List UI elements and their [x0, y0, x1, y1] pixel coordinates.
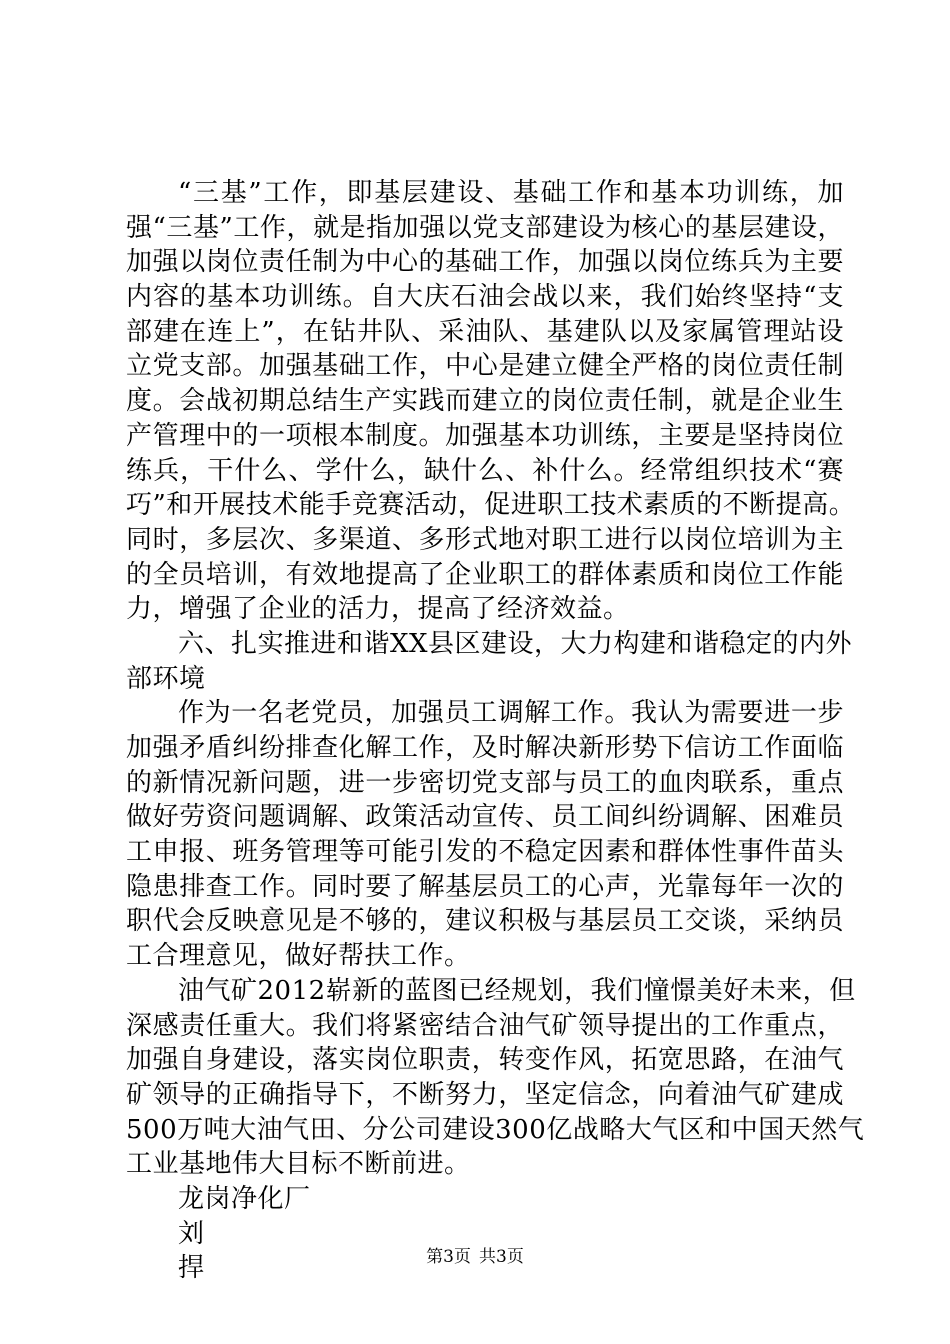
text-line: 做好劳资问题调解、政策活动宣传、员工间纠纷调解、困难员	[126, 802, 844, 833]
signature-organization: 龙岗净化厂	[178, 1183, 311, 1214]
text-line: 500万吨大油气田、分公司建设300亿战略大气区和中国天然气	[126, 1114, 865, 1145]
text-line: 力，增强了企业的活力，提高了经济效益。	[126, 594, 630, 625]
text-line: 练兵，干什么、学什么，缺什么、补什么。经常组织技术“赛	[126, 455, 844, 486]
signature-name-line: 捍	[178, 1253, 205, 1284]
text-line: 部建在连上”，在钻井队、采油队、基建队以及家属管理站设	[126, 316, 844, 347]
document-body	[126, 176, 865, 1286]
text-line: 矿领导的正确指导下，不断努力，坚定信念，向着油气矿建成	[126, 1079, 844, 1110]
text-line: 职代会反映意见是不够的，建议积极与基层员工交谈，采纳员	[126, 906, 844, 937]
text-line: 巧”和开展技术能手竞赛活动，促进职工技术素质的不断提高。	[126, 490, 856, 521]
text-line: 加强以岗位责任制为中心的基础工作，加强以岗位练兵为主要	[126, 247, 844, 278]
text-line: 产管理中的一项根本制度。加强基本功训练，主要是坚持岗位	[126, 420, 844, 451]
page-total: 共3页	[479, 1247, 524, 1267]
text-line: 内容的基本功训练。自大庆石油会战以来，我们始终坚持“支	[126, 282, 844, 313]
text-line: 工业基地伟大目标不断前进。	[126, 1149, 471, 1180]
text-line: 强“三基”工作，就是指加强以党支部建设为核心的基层建设，	[126, 212, 844, 243]
text-line: 度。会战初期总结生产实践而建立的岗位责任制，就是企业生	[126, 386, 844, 417]
page-number: 第3页	[426, 1247, 471, 1267]
text-line: 立党支部。加强基础工作，中心是建立健全严格的岗位责任制	[126, 351, 844, 382]
signature-name-line: 刘	[178, 1218, 205, 1249]
text-line: 工申报、班务管理等可能引发的不稳定因素和群体性事件苗头	[126, 837, 844, 868]
text-line: 深感责任重大。我们将紧密结合油气矿领导提出的工作重点，	[126, 1010, 844, 1041]
text-line: 隐患排查工作。同时要了解基层员工的心声，光靠每年一次的	[126, 871, 844, 902]
text-line: 作为一名老党员，加强员工调解工作。我认为需要进一步	[178, 698, 844, 729]
text-line: 加强自身建设，落实岗位职责，转变作风，拓宽思路，在油气	[126, 1045, 844, 1076]
text-line: 工合理意见，做好帮扶工作。	[126, 941, 471, 972]
text-line: 加强矛盾纠纷排查化解工作，及时解决新形势下信访工作面临	[126, 733, 844, 763]
section-heading-line: 部环境	[126, 663, 206, 694]
text-line: 油气矿2012崭新的蓝图已经规划，我们憧憬美好未来，但	[178, 975, 856, 1006]
text-line: 同时，多层次、多渠道、多形式地对职工进行以岗位培训为主	[126, 524, 844, 555]
text-line: 的新情况新问题，进一步密切党支部与员工的血肉联系，重点	[126, 767, 844, 798]
page-footer	[0, 1246, 950, 1268]
section-heading-line: 六、扎实推进和谐XX县区建设，大力构建和谐稳定的内外	[178, 628, 853, 659]
text-line: 的全员培训，有效地提高了企业职工的群体素质和岗位工作能	[126, 559, 844, 590]
text-line: “三基”工作，即基层建设、基础工作和基本功训练，加	[178, 178, 844, 208]
